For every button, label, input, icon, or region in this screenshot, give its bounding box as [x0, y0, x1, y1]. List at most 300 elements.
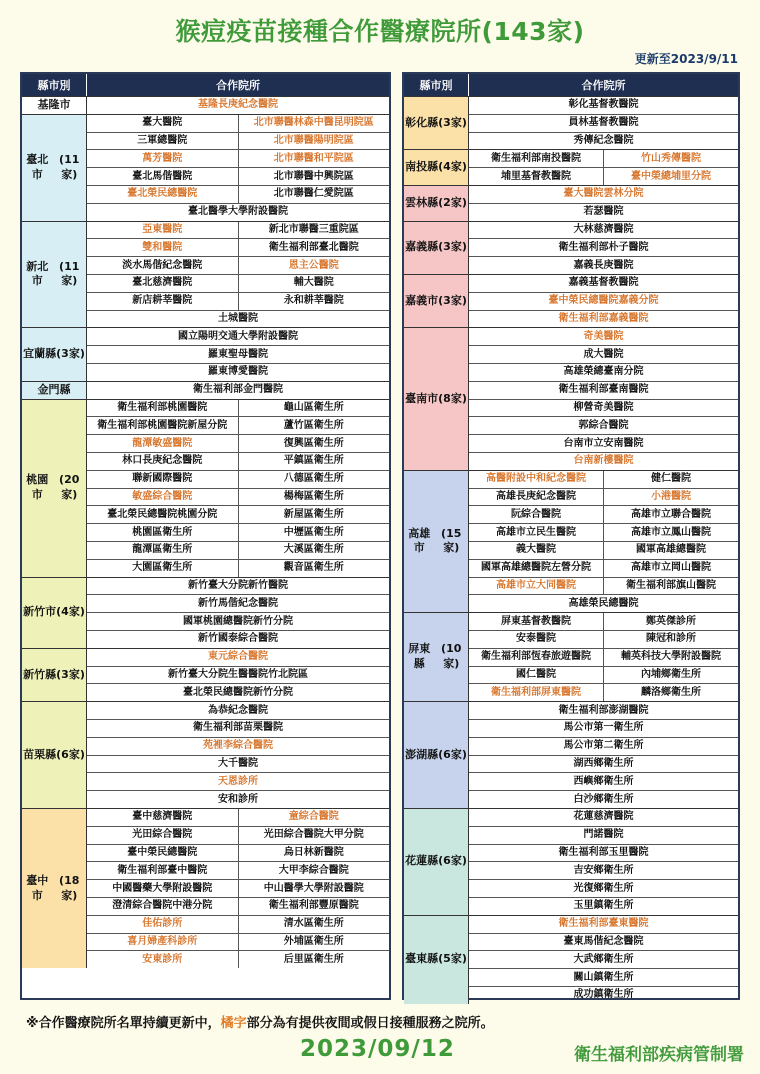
table-row	[87, 772, 389, 790]
table-row	[469, 256, 738, 274]
table-header	[404, 74, 738, 96]
table-row	[87, 666, 389, 684]
table-row	[87, 809, 389, 826]
region-hospitals	[469, 186, 738, 221]
region-count: (4家)	[56, 605, 85, 619]
hospital-cell: 台南市立安南醫院	[563, 437, 644, 449]
table-row	[87, 578, 389, 595]
hospital-cell: 陳冠和診所	[603, 631, 738, 648]
hospital-cell: 中國醫藥大學附設醫院	[112, 882, 213, 894]
region-name: 臺北市	[26, 152, 49, 181]
hospital-cell: 衛生福利部屏東醫院	[491, 686, 581, 698]
hospital-cell: 輔英科技大學附設醫院	[603, 649, 738, 666]
hospital-cell: 亞東醫院	[142, 223, 183, 235]
region-name: 嘉義縣	[405, 240, 439, 254]
hospital-cell: 喜月婦產科診所	[127, 935, 198, 947]
table-row	[87, 826, 389, 844]
table-row	[87, 328, 389, 345]
region-block	[404, 274, 738, 327]
hospital-cell: 臺北榮民總醫院新竹分院	[183, 686, 293, 698]
hospital-cell: 羅東博愛醫院	[208, 366, 268, 378]
hospital-cell: 光田綜合醫院	[132, 829, 193, 841]
region-hospitals	[469, 328, 738, 469]
region-name: 苗栗縣	[23, 747, 57, 761]
hospital-cell: 基隆長庚紀念醫院	[198, 99, 278, 111]
hospital-cell: 八德區衛生所	[238, 471, 390, 488]
hospital-cell: 蘆竹區衛生所	[238, 417, 390, 434]
region-block	[22, 381, 389, 399]
region-label	[22, 649, 87, 701]
region-block	[22, 577, 389, 648]
table-row	[469, 328, 738, 345]
region-hospitals	[469, 150, 738, 185]
hospital-cell: 天恩診所	[218, 775, 258, 787]
hospital-cell: 馬公市第一衛生所	[563, 722, 644, 734]
hospital-cell: 國軍桃園總醫院新竹分院	[183, 615, 293, 627]
table-row	[469, 471, 738, 488]
region-hospitals	[469, 275, 738, 327]
region-hospitals	[469, 916, 738, 1004]
hospital-cell: 衛生福利部臺東醫院	[558, 918, 649, 930]
table-header	[22, 74, 389, 96]
region-hospitals	[87, 702, 389, 808]
region-name: 新竹縣	[23, 667, 57, 681]
hospital-cell: 淡水馬偕紀念醫院	[122, 259, 203, 271]
region-count: (6家)	[438, 747, 467, 761]
table-row	[469, 755, 738, 773]
table-row	[469, 577, 738, 595]
hospital-cell: 高雄市立岡山醫院	[603, 560, 738, 577]
region-hospitals	[87, 649, 389, 701]
hospital-cell: 高雄市立鳳山醫院	[603, 524, 738, 541]
region-name: 臺中市	[26, 873, 49, 902]
hospital-cell: 安東診所	[142, 953, 183, 965]
table-row	[87, 737, 389, 755]
region-block	[404, 808, 738, 915]
header-hospital: 合作院所	[216, 79, 260, 92]
hospital-cell: 楊梅區衛生所	[238, 489, 390, 506]
hospital-cell: 恩主公醫院	[238, 257, 390, 274]
hospital-cell: 衛生福利部恆春旅遊醫院	[481, 651, 591, 663]
hospital-cell: 衛生福利部桃園醫院新屋分院	[97, 419, 228, 431]
region-hospitals	[87, 97, 389, 114]
region-count: (3家)	[438, 293, 467, 307]
table-row	[469, 434, 738, 452]
region-count: (18家)	[59, 873, 80, 902]
hospital-cell: 林口長庚紀念醫院	[122, 455, 203, 467]
region-block	[404, 327, 738, 469]
hospital-cell: 北市聯醫和平院區	[238, 150, 390, 167]
table-row	[87, 559, 389, 577]
table-row	[87, 719, 389, 737]
table-row	[469, 968, 738, 986]
right-regions	[404, 96, 738, 1004]
hospital-cell: 臺東馬偕紀念醫院	[563, 935, 644, 947]
hospital-cell: 關山鎮衛生所	[573, 971, 634, 983]
table-row	[469, 167, 738, 185]
hospital-cell: 埔里基督教醫院	[501, 170, 571, 182]
region-hospitals	[469, 702, 738, 808]
region-block	[22, 327, 389, 380]
table-row	[87, 844, 389, 862]
region-label	[22, 328, 87, 380]
hospital-cell: 臺北榮民總醫院桃園分院	[107, 508, 218, 520]
table-row	[469, 702, 738, 719]
table-row	[469, 97, 738, 114]
hospital-cell: 北市聯醫中興院區	[238, 168, 390, 185]
hospital-cell: 阮綜合醫院	[511, 508, 561, 520]
region-count: (8家)	[438, 391, 467, 405]
table-row	[469, 541, 738, 559]
table-row	[87, 933, 389, 951]
table-row	[87, 649, 389, 666]
hospital-cell: 安和診所	[218, 793, 258, 805]
table-row	[469, 861, 738, 879]
table-row	[469, 844, 738, 862]
footnote	[26, 1012, 494, 1031]
hospital-cell: 中山醫學大學附設醫院	[238, 880, 390, 897]
hospital-cell: 北市聯醫林森中醫昆明院區	[238, 115, 390, 132]
table-row	[87, 203, 389, 221]
table-row	[87, 256, 389, 274]
hospital-cell: 大千醫院	[218, 757, 258, 769]
table-row	[469, 310, 738, 328]
header-hospital: 合作院所	[581, 79, 626, 92]
region-count: (3家)	[438, 240, 467, 254]
region-name: 嘉義市	[405, 293, 439, 307]
hospital-cell: 光復鄉衛生所	[573, 882, 634, 894]
hospital-cell: 大甲李綜合醫院	[238, 862, 390, 879]
publish-date: 2023/09/12	[300, 1036, 455, 1062]
region-label	[22, 382, 87, 399]
hospital-cell: 新竹臺大分院新竹醫院	[188, 579, 288, 591]
region-name: 新北市	[26, 259, 49, 288]
header-region: 縣市別	[22, 74, 87, 96]
region-block	[404, 701, 738, 808]
hospital-cell: 高醫附設中和紀念醫院	[486, 473, 586, 485]
region-name: 花蓮縣	[405, 854, 439, 868]
table-row	[87, 310, 389, 328]
table-row	[87, 345, 389, 363]
hospital-cell: 三軍總醫院	[137, 134, 188, 146]
hospital-cell: 臺大醫院雲林分院	[563, 188, 644, 200]
region-count: (10家)	[441, 642, 462, 671]
region-hospitals	[469, 97, 738, 149]
region-hospitals	[87, 809, 389, 968]
table-row	[87, 523, 389, 541]
table-row	[469, 203, 738, 221]
hospital-cell: 后里區衛生所	[238, 951, 390, 968]
hospital-cell: 高雄市立大同醫院	[496, 579, 576, 591]
hospital-cell: 北市聯醫仁愛院區	[238, 186, 390, 203]
table-row	[87, 400, 389, 417]
table-row	[469, 772, 738, 790]
region-count: (3家)	[56, 667, 85, 681]
region-hospitals	[469, 613, 738, 701]
region-label	[404, 809, 469, 915]
region-label	[404, 275, 469, 327]
table-row	[469, 505, 738, 523]
hospital-cell: 聯新國際醫院	[132, 473, 193, 485]
table-row	[469, 381, 738, 399]
table-row	[87, 238, 389, 256]
region-block	[22, 701, 389, 808]
region-hospitals	[87, 115, 389, 221]
hospital-cell: 衛生福利部臺中醫院	[117, 864, 208, 876]
table-row	[469, 238, 738, 256]
table-row	[87, 222, 389, 239]
hospital-cell: 柳營奇美醫院	[573, 401, 634, 413]
hospital-cell: 國軍高雄總醫院	[603, 542, 738, 559]
left-table	[20, 72, 391, 1000]
table-row	[469, 809, 738, 826]
hospital-cell: 玉里鎮衛生所	[573, 900, 634, 912]
table-row	[87, 149, 389, 167]
hospital-cell: 澄清綜合醫院中港分院	[112, 900, 213, 912]
table-row	[469, 114, 738, 132]
table-row	[469, 345, 738, 363]
hospital-cell: 安泰醫院	[516, 633, 556, 645]
table-row	[469, 292, 738, 310]
region-block	[22, 808, 389, 968]
footnote-pre: ※合作醫療院所名單持續更新中，	[26, 1016, 221, 1031]
organization-name: 衛生福利部疾病管制署	[574, 1045, 744, 1065]
hospital-cell: 郭綜合醫院	[578, 419, 629, 431]
region-block	[22, 399, 389, 577]
table-row	[469, 150, 738, 167]
region-name: 臺南市	[405, 391, 439, 405]
region-count: (5家)	[438, 952, 467, 966]
hospital-cell: 臺中榮民總醫院	[127, 846, 198, 858]
hospital-cell: 成功鎮衛生所	[573, 989, 634, 1001]
region-hospitals	[87, 382, 389, 399]
hospital-cell: 臺中榮民總醫院嘉義分院	[548, 295, 659, 307]
region-block	[22, 221, 389, 328]
hospital-cell: 桃園區衛生所	[132, 526, 193, 538]
region-hospitals	[469, 471, 738, 612]
hospital-cell: 為恭紀念醫院	[208, 704, 268, 716]
table-row	[469, 648, 738, 666]
table-row	[469, 399, 738, 417]
hospital-cell: 屏東基督教醫院	[501, 615, 571, 627]
region-label	[404, 222, 469, 274]
table-row	[87, 167, 389, 185]
table-row	[469, 275, 738, 292]
hospital-cell: 成大醫院	[583, 348, 624, 360]
hospital-cell: 新北市聯醫三重院區	[238, 222, 390, 239]
region-count: (3家)	[56, 347, 85, 361]
table-row	[87, 630, 389, 648]
table-row	[469, 790, 738, 808]
hospital-cell: 台南新樓醫院	[573, 455, 634, 467]
hospital-cell: 龍潭區衛生所	[132, 544, 193, 556]
hospital-cell: 彰化基督教醫院	[568, 99, 639, 111]
hospital-cell: 清水區衛生所	[238, 916, 390, 933]
region-block	[22, 114, 389, 221]
region-hospitals	[469, 809, 738, 915]
hospital-cell: 衛生福利部朴子醫院	[558, 241, 649, 253]
hospital-cell: 大園區衛生所	[132, 562, 193, 574]
region-block	[404, 470, 738, 612]
table-row	[469, 950, 738, 968]
table-row	[87, 790, 389, 808]
hospital-cell: 員林基督教醫院	[568, 117, 639, 129]
table-row	[469, 683, 738, 701]
hospital-cell: 新竹國泰綜合醫院	[198, 633, 278, 645]
hospital-cell: 臺大醫院	[142, 117, 183, 129]
region-name: 臺東縣	[405, 952, 439, 966]
region-count: (2家)	[438, 195, 467, 209]
table-row	[469, 916, 738, 933]
table-row	[469, 416, 738, 434]
hospital-cell: 復興區衛生所	[238, 435, 390, 452]
region-name: 金門縣	[37, 382, 71, 396]
hospital-cell: 秀傳紀念醫院	[573, 134, 634, 146]
hospital-cell: 龍潭敏盛醫院	[132, 437, 193, 449]
region-hospitals	[87, 400, 389, 577]
hospital-cell: 大林慈濟醫院	[573, 223, 634, 235]
region-name: 澎湖縣	[405, 747, 439, 761]
hospital-cell: 內埔鄉衛生所	[603, 667, 738, 684]
hospital-cell: 雙和醫院	[142, 241, 183, 253]
hospital-cell: 衛生福利部臺南醫院	[558, 384, 649, 396]
hospital-cell: 高雄長庚紀念醫院	[496, 490, 576, 502]
table-row	[87, 541, 389, 559]
region-label	[404, 613, 469, 701]
region-count: (11家)	[59, 259, 80, 288]
table-row	[87, 434, 389, 452]
table-row	[87, 470, 389, 488]
region-label	[404, 328, 469, 469]
table-row	[87, 755, 389, 773]
hospital-cell: 烏日林新醫院	[238, 845, 390, 862]
region-label	[404, 97, 469, 149]
table-row	[87, 897, 389, 915]
region-count: (6家)	[438, 854, 467, 868]
region-block	[22, 648, 389, 701]
hospital-cell: 新屋區衛生所	[238, 506, 390, 523]
hospital-cell: 白沙鄉衛生所	[573, 793, 634, 805]
region-label	[404, 916, 469, 1004]
hospital-cell: 苑裡李綜合醫院	[203, 740, 273, 752]
left-regions	[22, 96, 389, 968]
table-row	[87, 382, 389, 399]
hospital-cell: 衛生福利部金門醫院	[193, 384, 283, 396]
table-row	[87, 505, 389, 523]
table-row	[469, 363, 738, 381]
hospital-cell: 馬公市第二衛生所	[563, 740, 644, 752]
hospital-cell: 竹山秀傳醫院	[603, 150, 738, 167]
hospital-cell: 衛生福利部南投醫院	[491, 152, 581, 164]
hospital-cell: 義大醫院	[516, 544, 556, 556]
region-count: (20家)	[59, 473, 80, 502]
hospital-cell: 高雄市立聯合醫院	[603, 506, 738, 523]
region-label	[22, 400, 87, 577]
table-row	[87, 702, 389, 719]
region-block	[404, 185, 738, 221]
hospital-cell: 龜山區衛生所	[238, 400, 390, 417]
hospital-cell: 大武鄉衛生所	[573, 953, 634, 965]
hospital-cell: 嘉義基督教醫院	[568, 277, 639, 289]
table-row	[469, 933, 738, 951]
table-row	[469, 186, 738, 203]
footnote-highlight: 橘字	[220, 1016, 247, 1031]
table-row	[469, 737, 738, 755]
region-hospitals	[469, 222, 738, 274]
region-count: (6家)	[56, 747, 85, 761]
region-block	[22, 96, 389, 114]
region-name: 基隆市	[37, 97, 71, 111]
table-row	[469, 879, 738, 897]
hospital-cell: 敏盛綜合醫院	[132, 490, 193, 502]
region-label	[404, 702, 469, 808]
hospital-cell: 新竹臺大分院生醫醫院竹北院區	[168, 668, 308, 680]
hospital-cell: 萬芳醫院	[142, 152, 183, 164]
hospital-cell: 奇美醫院	[583, 330, 624, 342]
region-count: (4家)	[438, 160, 467, 174]
region-block	[404, 612, 738, 701]
region-label	[22, 97, 87, 114]
hospital-cell: 新竹馬偕紀念醫院	[198, 597, 278, 609]
region-block	[404, 915, 738, 1004]
hospital-cell: 門諾醫院	[583, 829, 624, 841]
table-row	[87, 612, 389, 630]
hospital-cell: 高雄市立民生醫院	[496, 526, 576, 538]
table-row	[87, 950, 389, 968]
hospital-cell: 國軍高雄總醫院左營分院	[481, 562, 591, 574]
hospital-cell: 輔大醫院	[238, 275, 390, 292]
hospital-cell: 觀音區衛生所	[238, 560, 390, 577]
table-row	[469, 523, 738, 541]
region-label	[404, 186, 469, 221]
table-row	[469, 613, 738, 630]
table-row	[469, 630, 738, 648]
page-title: 猴痘疫苗接種合作醫療院所(143家)	[175, 17, 585, 46]
hospital-cell: 新店耕莘醫院	[132, 295, 193, 307]
hospital-cell: 永和耕莘醫院	[238, 293, 390, 310]
table-row	[87, 363, 389, 381]
table-row	[87, 683, 389, 701]
hospital-cell: 北市聯醫陽明院區	[238, 133, 390, 150]
region-label	[22, 809, 87, 968]
table-row	[87, 292, 389, 310]
table-row	[469, 719, 738, 737]
hospital-cell: 臺北榮民總醫院	[127, 188, 198, 200]
table-row	[469, 452, 738, 470]
table-row	[87, 274, 389, 292]
region-block	[404, 149, 738, 185]
region-name: 桃園市	[26, 473, 49, 502]
region-label	[404, 471, 469, 612]
hospital-cell: 嘉義長庚醫院	[573, 259, 634, 271]
region-label	[22, 115, 87, 221]
region-label	[22, 222, 87, 328]
table-row	[87, 488, 389, 506]
region-hospitals	[87, 328, 389, 380]
region-name: 高雄市	[408, 526, 431, 555]
updated-date: 更新至2023/9/11	[634, 52, 738, 66]
table-row	[469, 666, 738, 684]
hospital-cell: 健仁醫院	[603, 471, 738, 488]
hospital-cell: 臺北慈濟醫院	[132, 277, 193, 289]
hospital-cell: 鄭英傑診所	[603, 613, 738, 630]
table-row	[469, 594, 738, 612]
header-region: 縣市別	[404, 74, 469, 96]
hospital-cell: 童綜合醫院	[238, 809, 390, 826]
region-name: 雲林縣	[405, 195, 439, 209]
table-row	[469, 488, 738, 506]
table-row	[87, 132, 389, 150]
